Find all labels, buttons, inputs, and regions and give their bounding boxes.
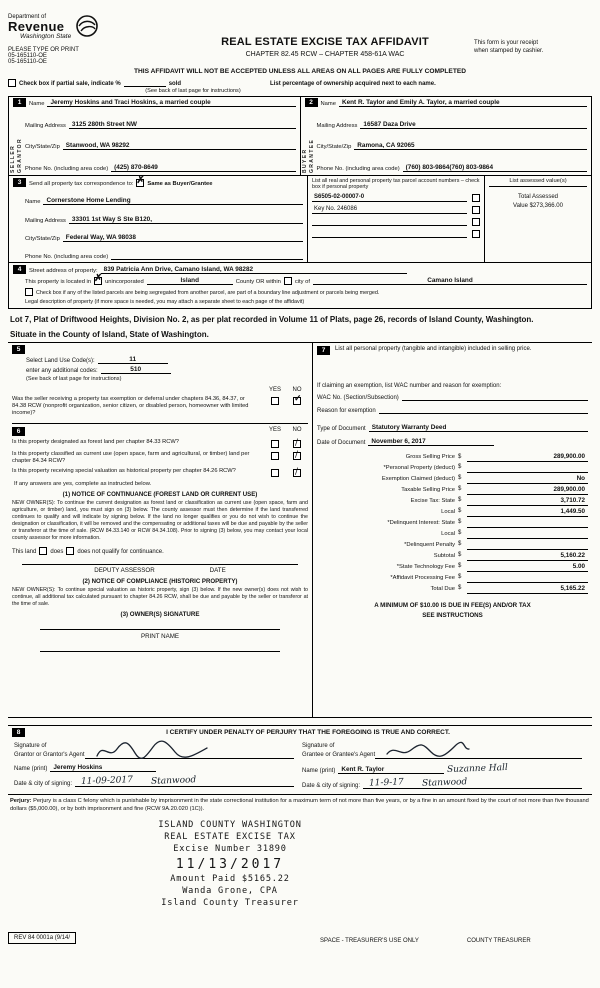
date-label: DATE	[209, 566, 226, 574]
historic-question: Is this property receiving special valuation as historical property per chapter 84.26 RCW?	[12, 467, 236, 474]
owners-signature-line[interactable]	[40, 618, 280, 630]
state-technology-fee-field[interactable]: 5.00	[467, 561, 588, 572]
excise-tax-local-field[interactable]: 1,449.50	[467, 506, 588, 517]
forest-land-question: Is this property designated as forest land per chapter 84.33 RCW?	[12, 438, 179, 445]
seller-name-label: Name	[29, 101, 45, 107]
does-not-label: does not qualify for continuance.	[77, 548, 164, 555]
parcel-personal-checkbox-1[interactable]	[472, 194, 480, 202]
section-3-badge: 3	[13, 178, 26, 187]
section-4-badge: 4	[13, 265, 26, 274]
buyer-name-label: Name	[320, 101, 336, 107]
section-3-correspondence	[8, 176, 592, 263]
grantee-signing-date: 11-9-17	[368, 777, 404, 789]
slash-mark: ∕	[295, 437, 299, 448]
washington-state-label: Washington State	[20, 33, 72, 40]
section-5-land-use	[12, 345, 308, 423]
grantor-signature-icon	[93, 740, 213, 762]
unincorporated-label: unincorporated	[105, 279, 144, 285]
parcel-personal-checkbox-2[interactable]	[472, 206, 480, 214]
section-8-badge: 8	[12, 728, 25, 737]
sold-label: sold	[168, 81, 182, 87]
section-2-buyer	[300, 97, 592, 175]
form-revision-code: REV 84 0001a (9/14/	[8, 932, 76, 944]
receipt-note-line1: This form is your receipt	[474, 40, 539, 46]
excise-tax-local-label: Local	[441, 508, 455, 515]
print-name-label: PRINT NAME	[140, 632, 180, 640]
if-yes-instruction: If any answers are yes, complete as instructed below.	[14, 480, 152, 487]
legal-description-text: Lot 7, Plat of Driftwood Heights, Division No. 2, as per plat recorded in Volume 11 of Plats, page 26, records of Island County, Washington.	[10, 315, 534, 324]
deferral-no-checkbox[interactable]	[293, 394, 302, 405]
grantee-date-city-field[interactable]	[363, 778, 582, 789]
deputy-assessor-signature-line[interactable]	[22, 555, 298, 565]
grantee-vertical-label: GRANTEE	[308, 138, 315, 173]
send-correspondence-label: Send all property tax correspondence to:	[29, 181, 134, 187]
grantor-signature-block	[12, 740, 300, 789]
grantor-agent-label: Grantor or Grantor's Agent	[14, 751, 85, 758]
slash-mark: ∕	[295, 466, 299, 477]
partial-sale-checkbox[interactable]	[8, 79, 16, 87]
grantee-agent-label: Grantee or Grantee's Agent	[302, 751, 376, 758]
total-assessed-value: Value $273,366.00	[513, 203, 563, 209]
revenue-wordmark: Revenue	[8, 19, 65, 34]
seller-vertical-label: SELLER	[10, 144, 16, 173]
grantor-date-city-label: Date & city of signing:	[14, 781, 73, 788]
taxable-selling-price-field[interactable]: 289,900.00	[467, 484, 588, 495]
section-1-seller	[9, 97, 300, 175]
stamp-excise-number: Excise Number 31890	[173, 843, 287, 854]
total-assessed-label: Total Assessed	[517, 194, 559, 200]
partial-sale-label: Check box if partial sale, indicate %	[19, 81, 121, 87]
deputy-assessor-label: DEPUTY ASSESSOR	[94, 566, 155, 574]
county-name-field[interactable]: Island	[147, 277, 233, 285]
date-of-document-field[interactable]: November 6, 2017	[368, 438, 494, 446]
print-name-line[interactable]	[40, 640, 280, 652]
corr-phone-label: Phone No. (including area code)	[25, 254, 109, 260]
reason-exemption-label: Reason for exemption	[317, 408, 376, 415]
x-mark: ✗	[136, 175, 145, 186]
slash-mark: ∕	[295, 449, 299, 460]
delinquent-interest-local-field[interactable]	[467, 528, 588, 539]
this-land-label: This land	[12, 548, 37, 555]
excise-tax-state-field[interactable]: 3,710.72	[467, 495, 588, 506]
dept-of-label: Department of	[8, 14, 47, 20]
section-4-property-location	[8, 263, 592, 309]
buyer-mailing-field[interactable]: 16587 Daza Drive	[360, 121, 587, 129]
buyer-mailing-label: Mailing Address	[316, 122, 358, 129]
subtotal-field[interactable]: 5,160.22	[467, 550, 588, 561]
certify-statement: I CERTIFY UNDER PENALTY OF PERJURY THAT THE FOREGOING IS TRUE AND CORRECT.	[166, 729, 450, 737]
corr-mailing-label: Mailing Address	[25, 217, 66, 224]
legal-description-label: Legal description of property (if more space is needed, you may attach a separate sheet to each page of the affidavit)	[25, 299, 305, 305]
excise-tax-state-label: Excise Tax: State	[410, 497, 455, 504]
grantee-name-print-field[interactable]: Kent R. Taylor	[338, 766, 444, 774]
personal-property-deduct-label: *Personal Property (deduct)	[383, 464, 455, 471]
form-title: REAL ESTATE EXCISE TAX AFFIDAVIT	[221, 36, 429, 48]
current-use-no-checkbox[interactable]	[293, 449, 301, 460]
segregated-checkbox[interactable]	[25, 288, 33, 296]
form-code-1: 05-165110-OE	[8, 53, 47, 59]
delinquent-interest-state-field[interactable]	[467, 517, 588, 528]
additional-codes-field[interactable]: 510	[101, 366, 171, 374]
historic-no-checkbox[interactable]	[293, 466, 301, 477]
state-technology-fee-label: *State Technology Fee	[396, 563, 455, 570]
grantee-handwritten-name: Suzanne Hall	[447, 763, 509, 776]
assessed-values-header: List assessed value(s)	[489, 178, 587, 187]
sec6-yes-header: YES	[268, 426, 281, 433]
minimum-due-note: A MINIMUM OF $10.00 IS DUE IN FEE(S) AND/OR TAX	[374, 602, 531, 610]
located-in-label: This property is located in	[25, 279, 92, 285]
seller-phone-field[interactable]: (425) 870-8649	[111, 164, 295, 172]
personal-property-label: List all personal property (tangible and intangible) included in selling price.	[335, 346, 532, 353]
wac-number-field[interactable]	[402, 393, 588, 401]
buyer-name-field[interactable]: Kent R. Taylor and Emily A. Taylor, a married couple	[339, 99, 587, 107]
does-label: does	[50, 548, 64, 555]
parcel-number-field-2[interactable]: Key No. 246086	[312, 206, 467, 214]
owners-signature-title: (3) OWNER(S) SIGNATURE	[120, 610, 200, 618]
county-or-within-label: County OR within	[235, 279, 281, 285]
corr-name-label: Name	[25, 199, 41, 206]
grantee-name-print-label: Name (print)	[302, 768, 336, 775]
current-use-question: Is this property classified as current use (open space, farm and agricultural, or timber) land per chapter 84.34 RCW?	[12, 450, 250, 464]
street-address-label: Street address of property:	[29, 268, 98, 274]
perjury-body: Perjury is a class C felony which is punishable by imprisonment in the state correctional institution for a maximum term of not more than five years, or by a fine in an amount fixed by the court of not more than five thousand dollars ($5,000.00), or by both imprisonment and fine (RCW 9A.20.020 (1C)).	[10, 798, 589, 812]
grantee-signature-block	[300, 740, 588, 789]
notice-continuance-body: NEW OWNER(S): To continue the current designation as forest land or classification as current use (open space, farm and agriculture, or timber) land, you must sign on (3) below. The county assessor must then determine if the land transferred continues to qualify and will indicate by signing below. If the land no longer qualifies or you do not wish to continue the designation or classification, it will be removed and the compensating or additional taxes will be due and payable by the seller or transferor at the time of sale. (RCW 84.33.140 or RCW 84.34.108). Prior to signing (3) below, you may contact your local county assessor for more information.	[12, 499, 308, 541]
affidavit-processing-fee-field[interactable]	[467, 572, 588, 583]
section-8-certification	[8, 725, 592, 795]
taxable-selling-price-label: Taxable Selling Price	[401, 486, 455, 493]
exemption-claimed-field[interactable]: No	[467, 473, 588, 484]
seller-csz-field[interactable]: Stanwood, WA 98292	[63, 142, 296, 150]
tax-computation-table: Gross Selling Price $ 289,900.00 *Personal Property (deduct) $ Exemption Claimed (deduct) $ No Taxable Selling Price $ 289,900.00 Excise Tax: State $ 3,710.72 Local $ 1,449.50 *Delinquent Interest: State $ Local $ *Delinquent Penalty $ Subtotal $ 5,160.22 *State Technology Fee $ 5.00 *Affidavit Processing Fee $ Total Due $ 5,165.22	[317, 451, 588, 594]
sec5-no-header: NO	[292, 387, 302, 394]
section-7-badge: 7	[317, 346, 330, 355]
receipt-note-line2: when stamped by cashier.	[474, 47, 544, 54]
section-1-badge: 1	[13, 98, 26, 107]
segregated-label: Check box if any of the listed parcels are being segregated from another parcel, are part of a boundary line adjustment or parcels being merged.	[36, 290, 380, 296]
personal-property-deduct-field[interactable]	[467, 462, 588, 473]
seller-phone-label: Phone No. (including area code)	[25, 165, 109, 172]
seller-mailing-label: Mailing Address	[25, 122, 66, 129]
seller-csz-label: City/State/Zip	[25, 144, 60, 151]
seller-mailing-field[interactable]: 3125 280th Street NW	[69, 121, 296, 129]
sec5-see-back-note: (See back of last page for instructions)	[26, 376, 122, 383]
perjury-label: Perjury:	[10, 798, 32, 805]
corr-phone-field[interactable]	[111, 252, 303, 260]
buyer-vertical-label: BUYER	[301, 148, 308, 173]
stamp-treasurer-title: Island County Treasurer	[161, 897, 299, 908]
street-address-field[interactable]: 839 Patricia Ann Drive, Camano Island, WA 98282	[101, 266, 407, 274]
grantor-signing-date: 11-09-2017	[80, 775, 134, 788]
sec6-no-header: NO	[292, 426, 302, 433]
gross-selling-price-field[interactable]: 289,900.00	[467, 451, 588, 462]
seller-buyer-sections	[8, 96, 592, 176]
revenue-logo-icon	[75, 14, 99, 43]
parcel-number-field-1[interactable]: S6505-02-00007-0	[312, 194, 467, 202]
see-back-note: (See back of last page for instructions)	[145, 88, 241, 94]
grantee-signature-field[interactable]	[375, 740, 582, 759]
corr-name-field[interactable]: Cornerstone Home Lending	[43, 197, 303, 205]
deferral-question: Was the seller receiving a property tax exemption or deferral under chapters 84.36, 84.37, or 84.38 RCW (nonprofit organization, senior citizen, or disabled person, homeowner with limited income)?	[12, 396, 249, 417]
additional-codes-label: enter any additional codes:	[26, 368, 98, 375]
seller-name-field[interactable]: Jeremy Hoskins and Traci Hoskins, a married couple	[47, 99, 295, 107]
delinquent-penalty-field[interactable]	[467, 539, 588, 550]
grantor-signature-field[interactable]	[85, 740, 294, 759]
affidavit-processing-fee-label: *Affidavit Processing Fee	[390, 574, 455, 581]
stamp-county-line: ISLAND COUNTY WASHINGTON	[158, 819, 302, 830]
please-type-label: PLEASE TYPE OR PRINT	[8, 47, 79, 53]
grantee-signature-of-label: Signature of	[302, 743, 335, 750]
notice-compliance-title: (2) NOTICE OF COMPLIANCE (HISTORIC PROPERTY)	[82, 577, 238, 585]
deferral-yes-checkbox[interactable]	[271, 397, 279, 405]
stamp-amount-paid: Amount Paid $5165.22	[170, 873, 290, 884]
delinquent-interest-local-label: Local	[441, 530, 455, 537]
gross-selling-price-label: Gross Selling Price	[405, 454, 455, 461]
buyer-phone-label: Phone No. (including area code)	[316, 165, 400, 172]
land-use-code-field[interactable]: 11	[98, 356, 168, 364]
buyer-csz-field[interactable]: Ramona, CA 92065	[354, 142, 587, 150]
reason-exemption-field[interactable]	[379, 406, 588, 414]
grantor-date-city-field[interactable]	[75, 776, 294, 787]
treasurer-use-area	[8, 814, 592, 956]
type-of-document-field[interactable]: Statutory Warranty Deed	[369, 424, 588, 432]
city-of-checkbox[interactable]	[284, 277, 292, 285]
corr-csz-label: City/State/Zip	[25, 235, 60, 242]
grantee-signing-city: Stanwood	[421, 777, 468, 789]
grantee-signature-icon	[383, 740, 473, 762]
type-of-document-label: Type of Document	[317, 426, 366, 433]
parcel-personal-checkbox-3[interactable]	[472, 218, 480, 226]
delinquent-penalty-label: *Delinquent Penalty	[404, 541, 455, 548]
partial-sale-row	[8, 79, 592, 87]
section-6-classification	[12, 424, 308, 652]
date-of-document-label: Date of Document	[317, 440, 366, 447]
unincorporated-checkbox[interactable]	[94, 273, 103, 285]
ownership-percentage-note: List percentage of ownership acquired next to each name.	[270, 81, 436, 87]
header	[8, 14, 592, 65]
historic-yes-checkbox[interactable]	[271, 469, 279, 477]
wac-number-label: WAC No. (Section/Subsection)	[317, 395, 399, 402]
stamp-reet-line: REAL ESTATE EXCISE TAX	[164, 831, 296, 842]
notice-compliance-body: NEW OWNER(S): To continue special valuation as historic property, sign (3) below. If the new owner(s) does not wish to continue, all additional tax calculated pursuant to chapter 84.26 RCW, shall be due and payable by the seller or transferor at the time of sale.	[12, 586, 308, 607]
current-use-yes-checkbox[interactable]	[271, 452, 279, 460]
does-not-qualify-checkbox[interactable]	[66, 547, 74, 555]
exemption-claimed-label: Exemption Claimed (deduct)	[381, 475, 455, 482]
grantor-vertical-label: GRANTOR	[17, 138, 23, 173]
corr-csz-field[interactable]: Federal Way, WA 98038	[63, 234, 303, 242]
grantor-signing-city: Stanwood	[150, 775, 197, 787]
not-accepted-warning: THIS AFFIDAVIT WILL NOT BE ACCEPTED UNLESS ALL AREAS ON ALL PAGES ARE FULLY COMPLETED	[133, 68, 467, 75]
treasurer-space-note: SPACE - TREASURER'S USE ONLY	[320, 937, 419, 944]
see-instructions-note: SEE INSTRUCTIONS	[422, 612, 483, 620]
notice-continuance-title: (1) NOTICE OF CONTINUANCE (FOREST LAND OR CURRENT USE)	[62, 490, 258, 498]
does-qualify-checkbox[interactable]	[39, 547, 47, 555]
same-as-buyer-label: Same as Buyer/Grantee	[147, 181, 213, 187]
forest-no-checkbox[interactable]	[293, 437, 301, 448]
grantor-name-print-field[interactable]: Jeremy Hoskins	[50, 764, 156, 772]
section-2-badge: 2	[305, 98, 318, 107]
perjury-notice	[8, 795, 592, 813]
x-mark: ✗	[94, 273, 103, 284]
delinquent-interest-state-label: *Delinquent Interest: State	[387, 519, 455, 526]
exemption-instruction: If claiming an exemption, list WAC number and reason for exemption:	[317, 383, 502, 390]
same-as-buyer-checkbox[interactable]	[136, 175, 145, 187]
buyer-phone-field[interactable]: (760) 803-9864(760) 803-9864	[403, 164, 587, 172]
city-of-label: city of	[294, 279, 310, 285]
section-7-tax-computation	[312, 343, 592, 717]
grantor-signature-of-label: Signature of	[14, 743, 47, 750]
subtotal-label: Subtotal	[433, 552, 455, 559]
treasurer-stamp	[94, 818, 366, 908]
parcel-number-field-4[interactable]	[312, 230, 467, 238]
grantor-name-print-label: Name (print)	[14, 766, 48, 773]
sec5-yes-header: YES	[268, 387, 281, 394]
buyer-csz-label: City/State/Zip	[316, 144, 352, 151]
city-name-field[interactable]: Camano Island	[313, 277, 587, 285]
situate-line: Situate in the County of Island, State of Washington.	[10, 330, 209, 340]
form-code-2: 05-165110-OE	[8, 59, 47, 65]
parcel-numbers-header: List all real and personal property tax parcel account numbers – check box if personal property	[312, 178, 480, 190]
grantee-date-city-label: Date & city of signing:	[302, 783, 361, 790]
corr-mailing-field[interactable]: 33301 1st Way S Ste B120,	[69, 216, 303, 224]
check-mark: ✓	[294, 394, 302, 405]
forest-yes-checkbox[interactable]	[271, 440, 279, 448]
form-chapter: CHAPTER 82.45 RCW – CHAPTER 458-61A WAC	[245, 51, 405, 58]
personal-property-blank-area[interactable]	[317, 355, 588, 381]
section-5-badge: 5	[12, 345, 25, 354]
parcel-personal-checkbox-4[interactable]	[472, 230, 480, 238]
partial-sale-percent-field[interactable]	[124, 79, 166, 87]
section-6-badge: 6	[12, 427, 25, 436]
middle-columns	[8, 342, 592, 718]
stamp-date: 11/13/2017	[175, 856, 285, 872]
parcel-number-field-3[interactable]	[312, 218, 467, 226]
county-treasurer-label: COUNTY TREASURER	[466, 937, 531, 944]
land-use-code-label: Select Land Use Code(s):	[26, 358, 95, 365]
stamp-treasurer-name: Wanda Grone, CPA	[182, 885, 278, 896]
total-due-label: Total Due	[430, 585, 455, 592]
total-due-field[interactable]: 5,165.22	[467, 583, 588, 594]
